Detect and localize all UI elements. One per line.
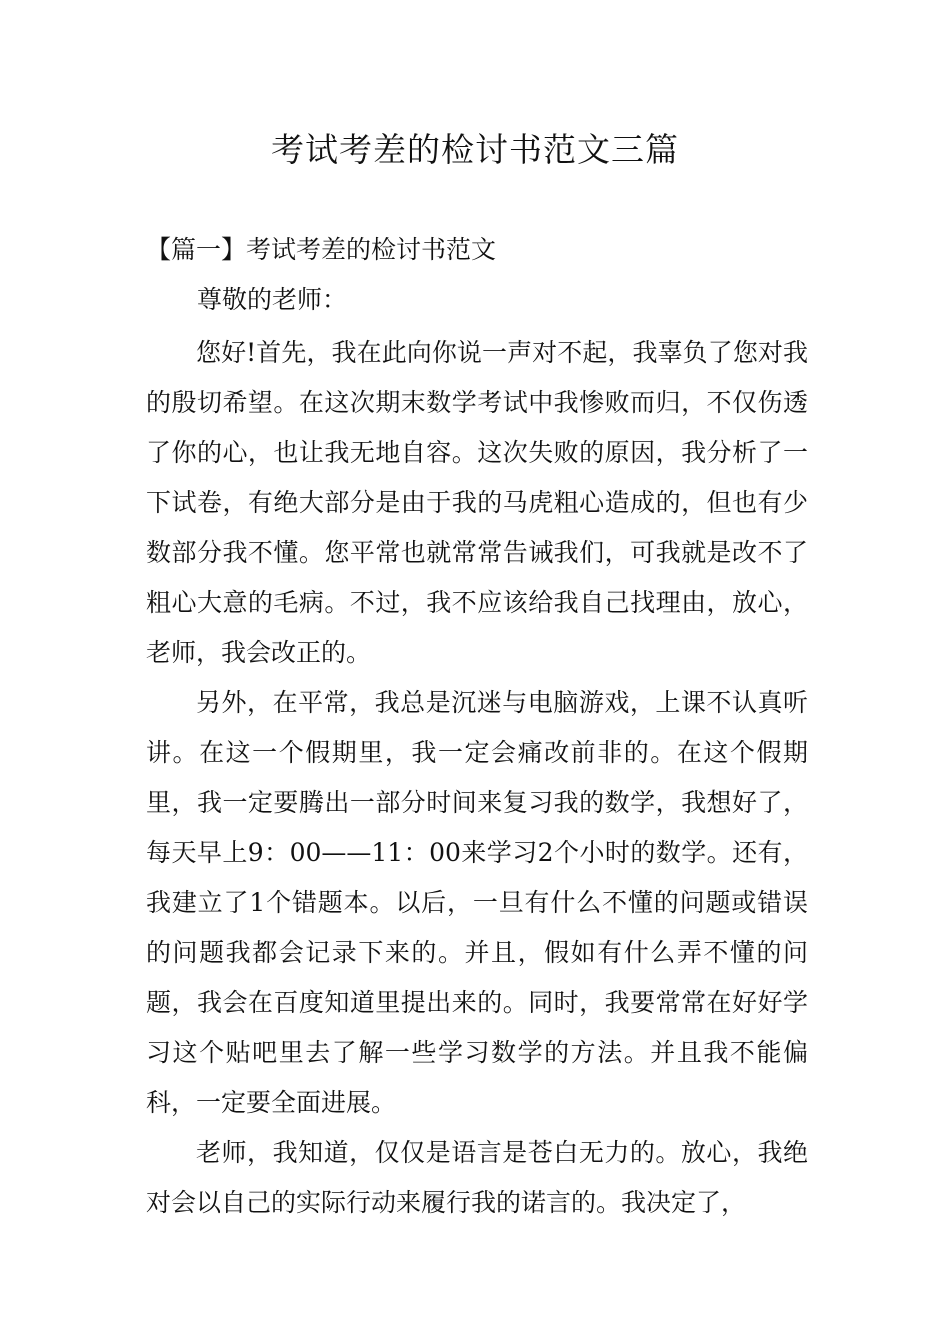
letter-body (146, 328, 808, 1228)
body-paragraph-3: 老师，我知道，仅仅是语言是苍白无力的。放心，我绝对会以自己的实际行动来履行我的诺言的。我决定了， (146, 1138, 808, 1217)
document-title: 考试考差的检讨书范文三篇 (271, 130, 679, 169)
body-paragraph-2: 另外，在平常，我总是沉迷与电脑游戏，上课不认真听讲。在这一个假期里，我一定会痛改前非的。在这个假期里，我一定要腾出一部分时间来复习我的数学，我想好了，每天早上9：00——11：00来学习2个小时的数学。还有，我建立了1个错题本。以后，一旦有什么不懂的问题或错误的问题我都会记录下来的。并且，假如有什么弄不懂的问题，我会在百度知道里提出来的。同时，我要常常在好好学习这个贴吧里去了解一些学习数学的方法。并且我不能偏科，一定要全面进展。 (146, 688, 808, 1117)
section-heading: 【篇一】考试考差的检讨书范文 (146, 235, 497, 264)
letter-salutation: 尊敬的老师： (197, 285, 348, 314)
body-paragraph-1: 您好!首先，我在此向你说一声对不起，我辜负了您对我的殷切希望。在这次期末数学考试中我惨败而归，不仅伤透了你的心，也让我无地自容。这次失败的原因，我分析了一下试卷，有绝大部分是由于我的马虎粗心造成的，但也有少数部分我不懂。您平常也就常常告诫我们，可我就是改不了粗心大意的毛病。不过，我不应该给我自己找理由，放心，老师，我会改正的。 (146, 338, 808, 667)
